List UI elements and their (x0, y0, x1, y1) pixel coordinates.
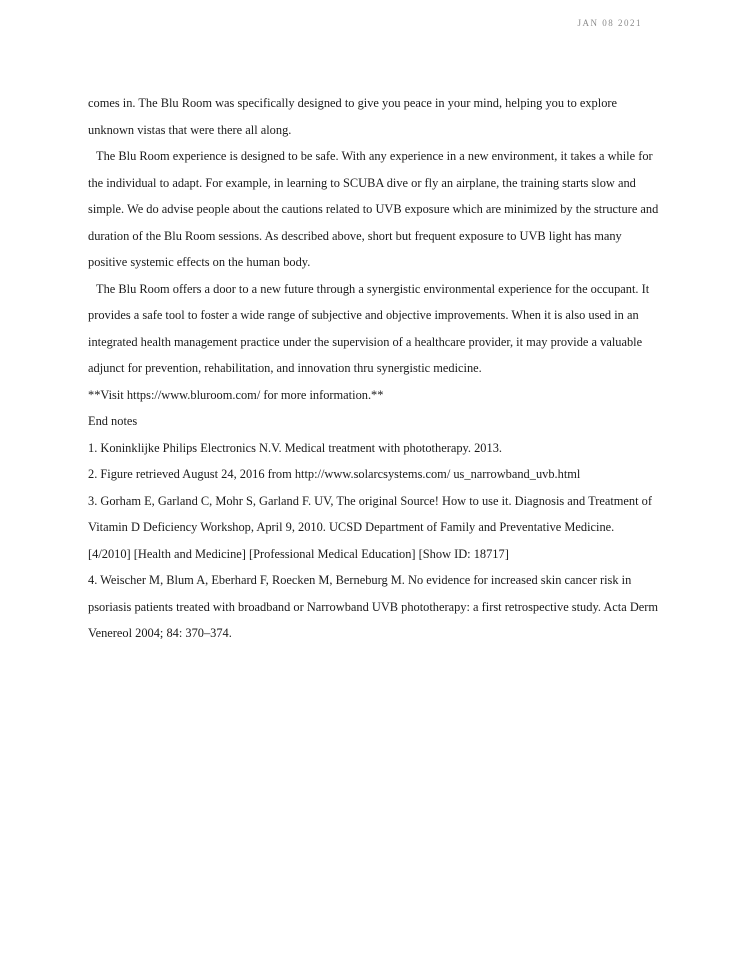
body-paragraph: comes in. The Blu Room was specifically designed to give you peace in your mind, helping you to explore unknown vistas that were there all along. (88, 96, 618, 137)
endnote-item: 2. Figure retrieved August 24, 2016 from http://www.solarcsystems.com/ us_narrowband_uvb.html (88, 467, 581, 481)
header-date: JAN 08 2021 (577, 18, 642, 28)
body-paragraph: The Blu Room offers a door to a new future through a synergistic environmental experience for the occupant. It provides a safe tool to foster a wide range of subjective and objective improvements. When it is also used in an integrated health management practice under the supervision of a healthcare provider, it may provide a valuable adjunct for prevention, rehabilitation, and innovation thru synergistic medicine. (88, 281, 650, 375)
visit-link-text: **Visit https://www.bluroom.com/ for more information.** (88, 387, 384, 402)
endnote-item: 1. Koninklijke Philips Electronics N.V. Medical treatment with phototherapy. 2013. (88, 440, 502, 455)
body-paragraph: The Blu Room experience is designed to be safe. With any experience in a new environment, it takes a while for the individual to adapt. For example, in learning to SCUBA dive or fly an airplane, the training starts slow and simple. We do advise people about the cautions related to UVB exposure which are minimized by the structure and duration of the Blu Room sessions. As described above, short but frequent exposure to UVB light has many positive systemic effects on the human body. (88, 149, 659, 269)
endnotes-heading: End notes (88, 414, 138, 428)
endnote-item: 3. Gorham E, Garland C, Mohr S, Garland F. UV, The original Source! How to use it. Diagnosis and Treatment of Vitamin D Deficiency Workshop, April 9, 2010. UCSD Department of Family and Preventative Medicine. [4/2010] [Health and Medicine] [Professional Medical Education] [Show ID: 18717] (88, 493, 652, 561)
document-body (88, 90, 660, 647)
endnote-item: 4. Weischer M, Blum A, Eberhard F, Roecken M, Berneburg M. No evidence for increased skin cancer risk in psoriasis patients treated with broadband or Narrowband UVB phototherapy: a first retrospective study. Acta Derm Venereol 2004; 84: 370–374. (88, 573, 659, 640)
